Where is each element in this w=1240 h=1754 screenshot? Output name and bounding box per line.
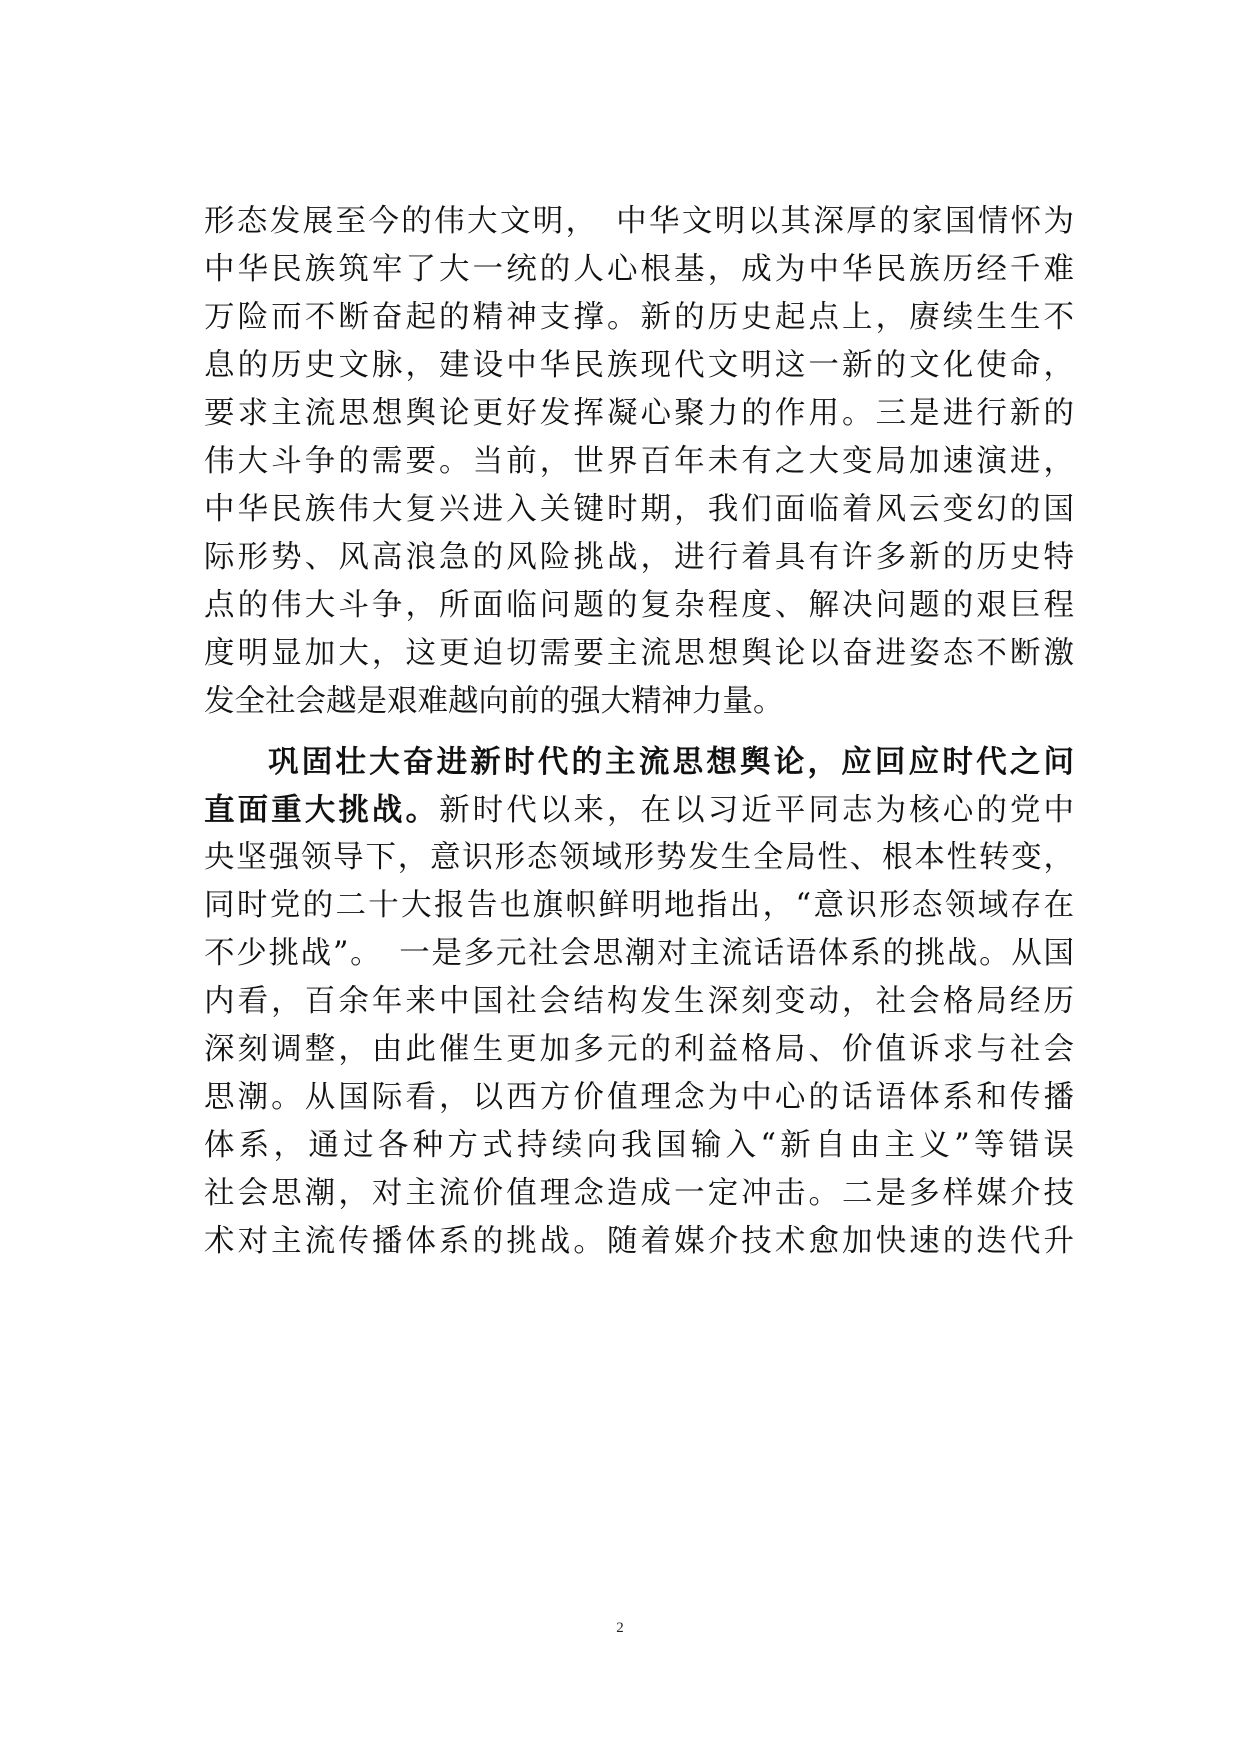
bold-lead-sentence: 巩固壮大奋进新时代的主流思想舆论，应回应时代之问 (268, 744, 1074, 780)
bold-lead-sentence-end: 直面重大挑战。 (204, 792, 440, 828)
text-line: 思潮。从国际看，以西方价值理念为中心的话语体系和传播 (204, 1080, 1074, 1115)
text-line: 发全社会越是艰难越向前的强大精神力量。 (204, 684, 784, 719)
text-line: 深刻调整，由此催生更加多元的利益格局、价值诉求与社会 (204, 1032, 1074, 1067)
text-line: 不少挑战”。 一是多元社会思潮对主流话语体系的挑战。从国 (204, 936, 1074, 971)
text-line: 点的伟大斗争，所面临问题的复杂程度、解决问题的艰巨程 (204, 588, 1074, 623)
text-line: 社会思潮，对主流价值理念造成一定冲击。二是多样媒介技 (204, 1176, 1074, 1211)
text-run: 新时代以来，在以习近平同志为核心的党中 (439, 793, 1075, 828)
text-line: 万险而不断奋起的精神支撑。新的历史起点上，赓续生生不 (204, 300, 1074, 335)
text-line: 度明显加大，这更迫切需要主流思想舆论以奋进姿态不断激 (204, 636, 1074, 671)
page-number: 2 (616, 1620, 624, 1636)
text-line: 内看，百余年来中国社会结构发生深刻变动，社会格局经历 (204, 984, 1074, 1019)
text-line: 中华民族伟大复兴进入关键时期，我们面临着风云变幻的国 (204, 492, 1074, 527)
text-line: 央坚强领导下，意识形态领域形势发生全局性、根本性转变， (204, 840, 1074, 875)
text-line: 体系，通过各种方式持续向我国输入“新自由主义”等错误 (204, 1128, 1074, 1163)
text-line: 际形势、风高浪急的风险挑战，进行着具有许多新的历史特 (204, 540, 1074, 575)
text-line: 形态发展至今的伟大文明， 中华文明以其深厚的家国情怀为 (204, 204, 1074, 239)
text-line (204, 790, 1074, 830)
text-line: 伟大斗争的需要。当前，世界百年未有之大变局加速演进， (204, 444, 1074, 479)
text-line: 同时党的二十大报告也旗帜鲜明地指出，“意识形态领域存在 (204, 888, 1074, 923)
text-line: 术对主流传播体系的挑战。随着媒介技术愈加快速的迭代升 (204, 1224, 1074, 1259)
text-line: 要求主流思想舆论更好发挥凝心聚力的作用。三是进行新的 (204, 396, 1074, 431)
text-line: 中华民族筑牢了大一统的人心根基，成为中华民族历经千难 (204, 252, 1074, 287)
text-line: 息的历史文脉，建设中华民族现代文明这一新的文化使命， (204, 348, 1074, 383)
